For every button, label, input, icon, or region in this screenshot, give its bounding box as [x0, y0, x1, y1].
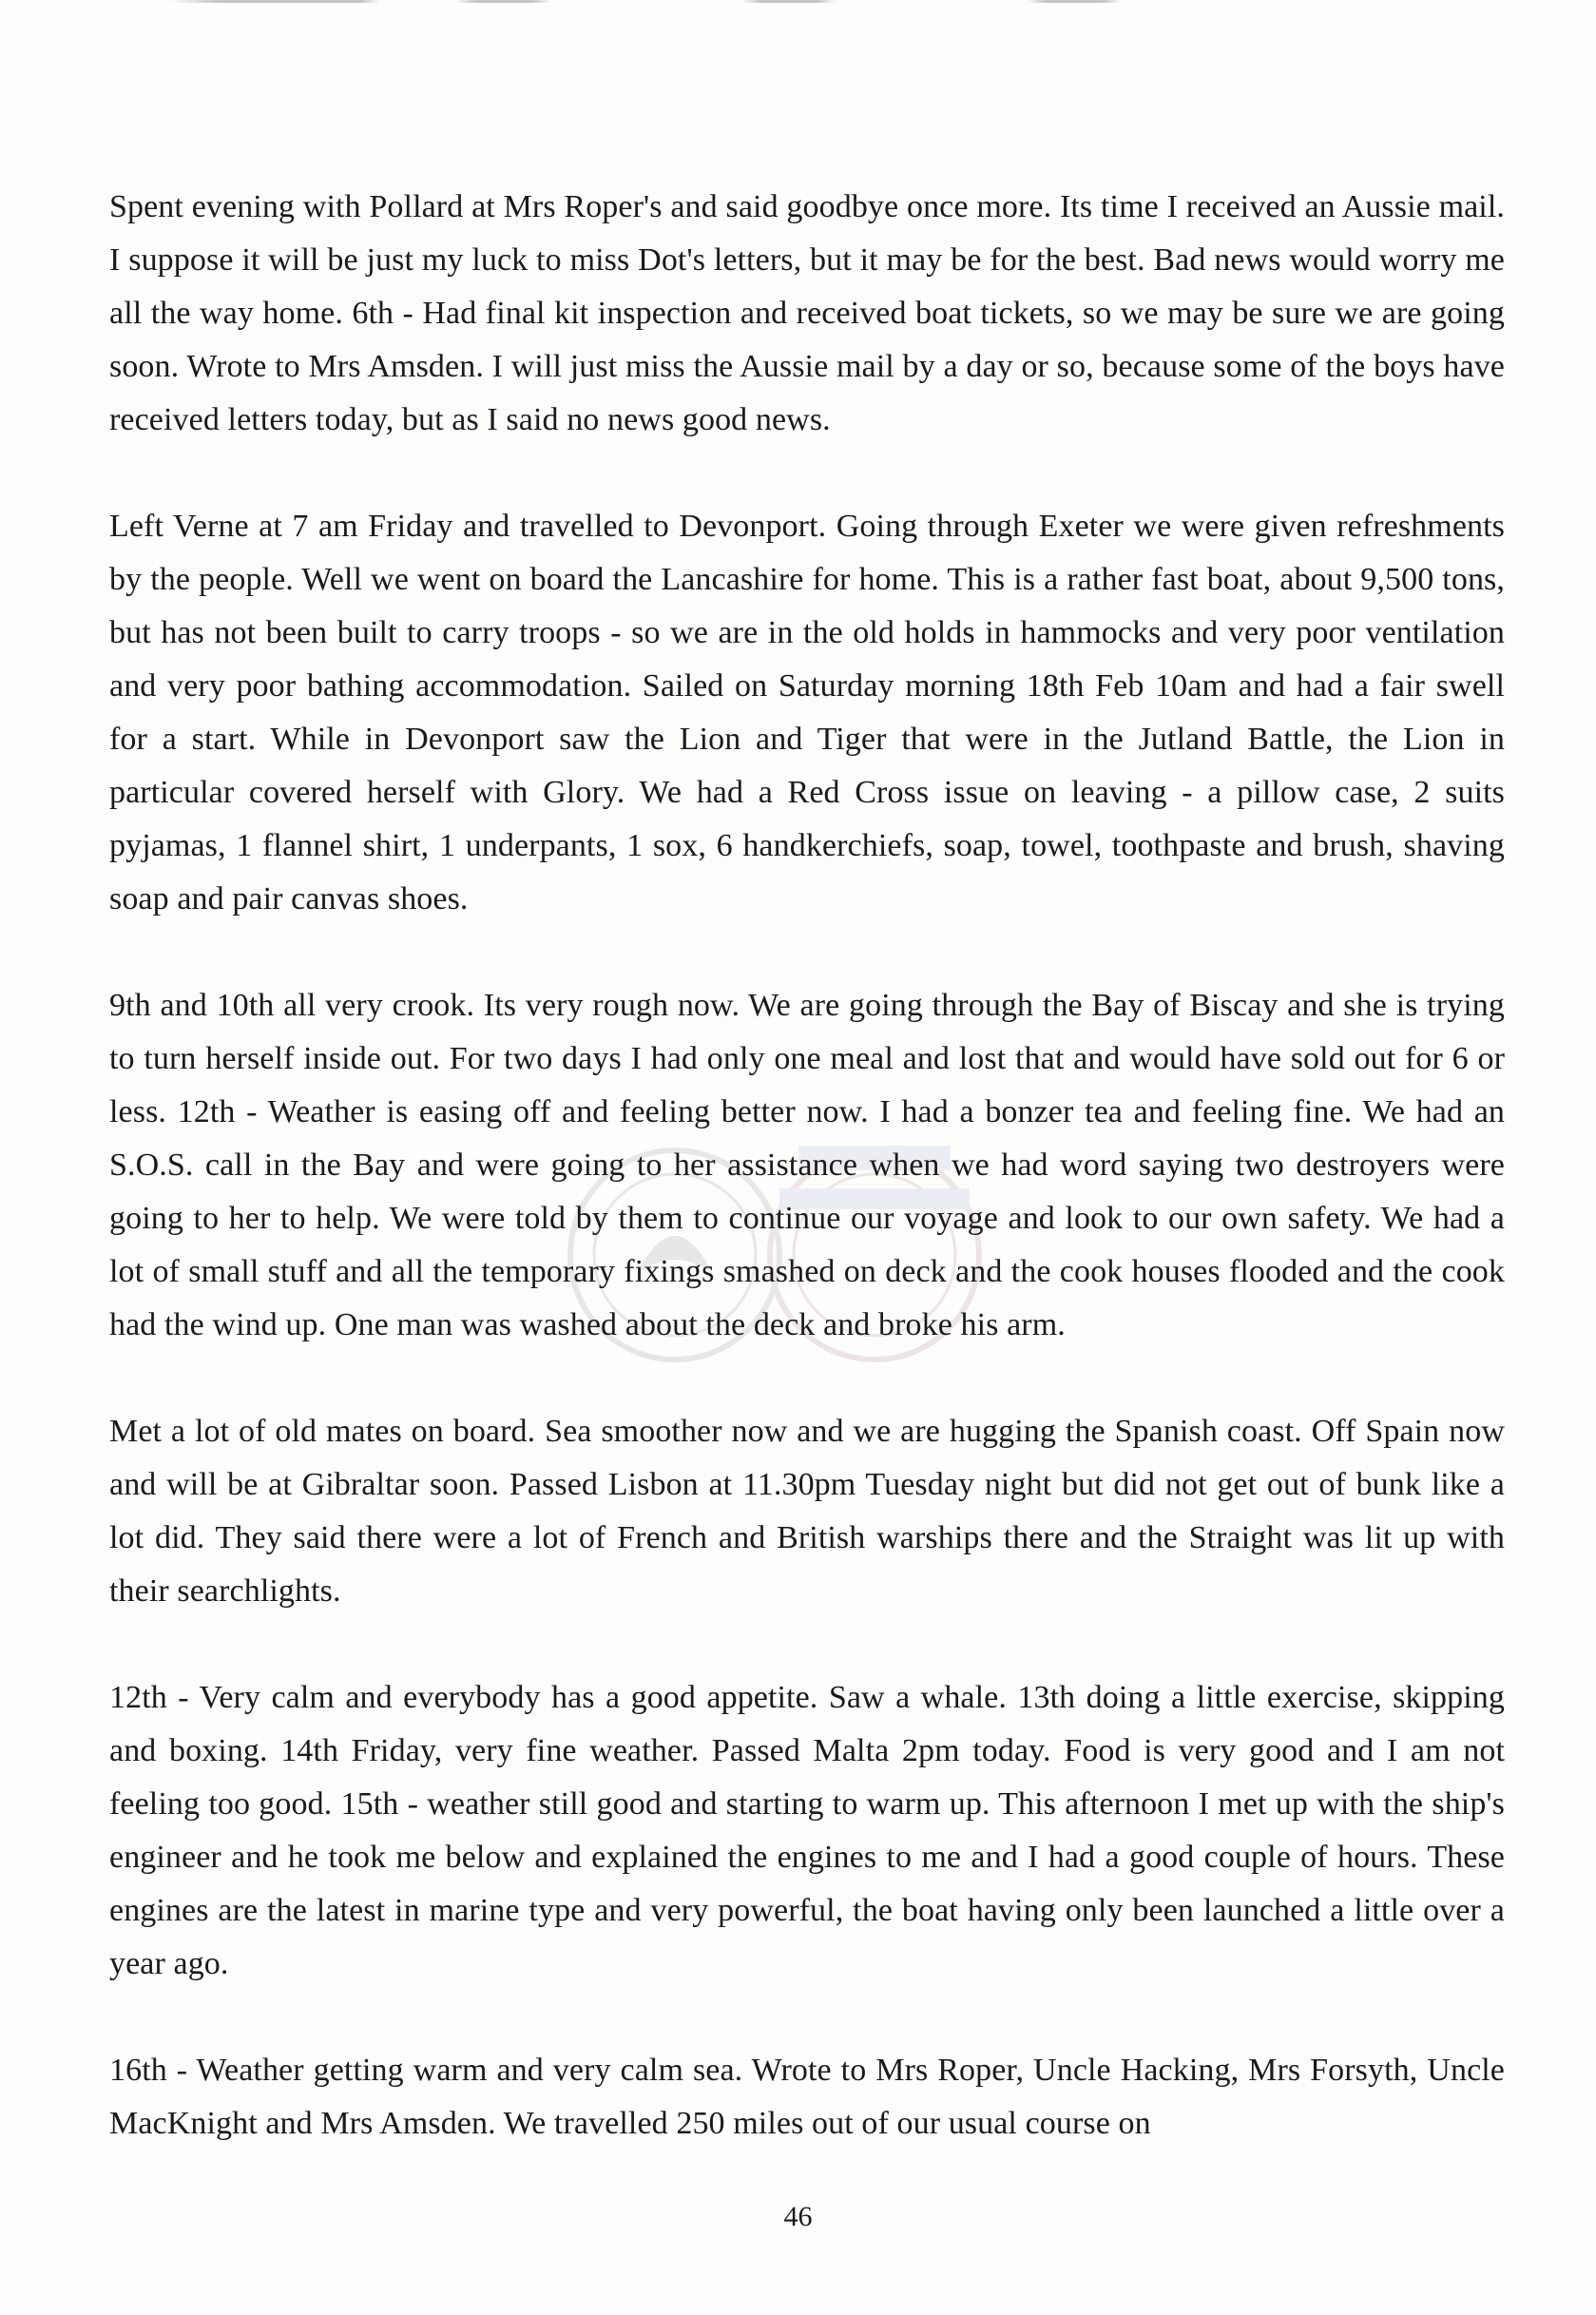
paragraph: 16th - Weather getting warm and very calm sea. Wrote to Mrs Roper, Uncle Hacking, Mrs Forsyth, Uncle MacKnight and Mrs Amsden. We travelled 250 miles out of our usual course on — [109, 2053, 1505, 2141]
paragraph: Spent evening with Pollard at Mrs Roper's and said goodbye once more. Its time I received an Aussie mail. I suppose it will be just my luck to miss Dot's letters, but it may be for the best. Bad news would worry me all the way home. 6th - Had final kit inspection and received boat tickets, so we may be sure we are going soon. Wrote to Mrs Amsden. I will just miss the Aussie mail by a day or so, because some of the boys have received letters today, but as I said no news good news. — [109, 189, 1505, 437]
scan-edge-rule — [171, 0, 1122, 3]
page-number: 46 — [783, 2201, 813, 2232]
paragraph: 12th - Very calm and everybody has a good appetite. Saw a whale. 13th doing a little exercise, skipping and boxing. 14th Friday, very fine weather. Passed Malta 2pm today. Food is very good and I am not feeling too good. 15th - weather still good and starting to warm up. This afternoon I met up with the ship's engineer and he took me below and explained the engines to me and I had a good couple of hours. These engines are the latest in marine type and very powerful, the boat having only been launched a little over a year ago. — [109, 1680, 1505, 1981]
diary-text — [109, 181, 1505, 2204]
paragraph: Met a lot of old mates on board. Sea smoother now and we are hugging the Spanish coast. Off Spain now and will be at Gibraltar soon. Passed Lisbon at 11.30pm Tuesday night but did not get out of bunk like a lot did. They said there were a lot of French and British warships there and the Straight was lit up with their searchlights. — [109, 1414, 1505, 1609]
paragraph: Left Verne at 7 am Friday and travelled to Devonport. Going through Exeter we were given refreshments by the people. Well we went on board the Lancashire for home. This is a rather fast boat, about 9,500 tons, but has not been built to carry troops - so we are in the old holds in hammocks and very poor ventilation and very poor bathing accommodation. Sailed on Saturday morning 18th Feb 10am and had a fair swell for a start. While in Devonport saw the Lion and Tiger that were in the Jutland Battle, the Lion in particular covered herself with Glory. We had a Red Cross issue on leaving - a pillow case, 2 suits pyjamas, 1 flannel shirt, 1 underpants, 1 sox, 6 handkerchiefs, soap, towel, toothpaste and brush, shaving soap and pair canvas shoes. — [109, 509, 1505, 916]
paragraph: 9th and 10th all very crook. Its very rough now. We are going through the Bay of Biscay and she is trying to turn herself inside out. For two days I had only one meal and lost that and would have sold out for 6 or less. 12th - Weather is easing off and feeling better now. I had a bonzer tea and feeling fine. We had an S.O.S. call in the Bay and were going to her assistance when we had word saying two destroyers were going to her to help. We were told by them to continue our voyage and look to our own safety. We had a lot of small stuff and all the temporary fixings smashed on deck and the cook houses flooded and the cook had the wind up. One man was washed about the deck and broke his arm. — [109, 988, 1505, 1342]
